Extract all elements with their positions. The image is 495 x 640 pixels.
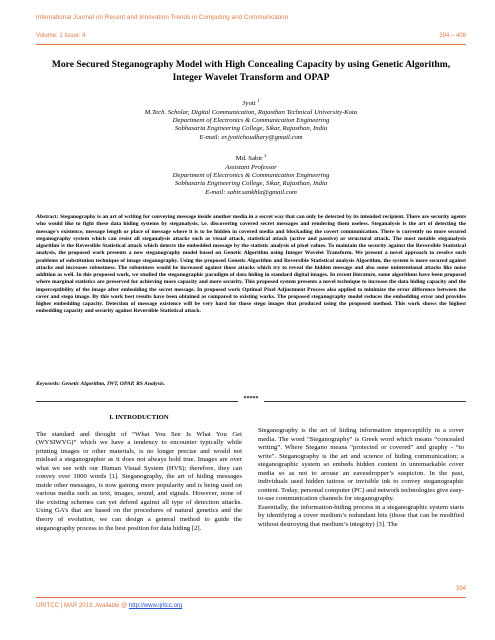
keywords: Keywords: Genetic Algorithm, IWT, OPAP, RS Analysis. [36, 381, 166, 387]
divider-line-right [264, 401, 466, 402]
body-paragraph: The standard and thought of “What You See Is What You Get (WYSIWYG)” which we have a tendency to encounter typically while printing images or other materials, is no longer precise and would not mislead a steganographer as it does not always hold true. Images are over what we see with our Human Visual System (HVS); therefore, they can convey over 1000 words [1]. Steganography, the art of hiding messages inside other messages, is now gaining more popularity and is being used on various media such as text, images, sound, and signals. However, none of the existing schemes can yet defend against all type of detection attacks. Using GA’s that are based on the procedures of natural genetics and the theory of evolution, we can design a general method to guide the steganography process to the best position for data hiding [2]. [36, 430, 242, 532]
author-block-1 [36, 97, 466, 142]
author-superscript: 1 [257, 98, 260, 103]
author-name: Jyoti [242, 100, 256, 108]
author-block-2 [36, 152, 466, 197]
footer-link[interactable]: http://www.ijritcc.org [128, 603, 183, 609]
author-affiliation: Department of Electronics & Communication Engineering [172, 172, 330, 180]
journal-meta [36, 33, 466, 42]
author-superscript: 2 [264, 153, 267, 158]
right-column [258, 427, 464, 530]
author-email: E-mail: er.jyotichoudhary@gmail.com [199, 133, 303, 141]
section-heading: I. INTRODUCTION [109, 414, 169, 421]
page-number: 394 [455, 586, 466, 592]
section-divider [36, 397, 466, 405]
author-email: E-mail: sabir.sankhla@gmail.com [205, 188, 297, 196]
page-range: 394 – 408 [439, 33, 466, 39]
footer-divider [36, 597, 466, 598]
author-affiliation: Sobhasaria Engineering College, Sikar, Rajasthan, India [174, 125, 328, 133]
author-affiliation: Sobhasaria Engineering College, Sikar, Rajasthan, India [174, 180, 328, 188]
footer-text: IJRITCC | MAR 2013, Available @ [36, 603, 129, 609]
author-affiliation: Assistant Professor [225, 163, 277, 171]
journal-name: International Journal on Recent and Innovation Trends in Computing and Communication [36, 14, 289, 21]
body-paragraph: Steganography is the art of hiding information imperceptibly in a cover media. The word "Steganography" is Greek word which means “concealed writing”. Where Stegano means "protected or covered" and graphy - “to write". Steganography is the art and science of hiding communication; a steganographic system so embeds hidden content in unremarkable cover media so as not to arouse an eavesdropper’s suspicion. In the past, individuals used hidden tattoos or invisible ink to convey steganographic content. Today, personal computer (PC) and network technologies give easy-to-use communication channels for steganography. [258, 427, 464, 503]
left-column [36, 414, 242, 533]
author-affiliation: Department of Electronics & Communication Engineering [172, 117, 330, 125]
author-name: Md. Sabir [235, 155, 263, 163]
paper-title: More Secured Steganography Model with High Concealing Capacity by using Genetic Algorithm, Integer Wavelet Transform and OPAP [51, 59, 451, 83]
divider-stars: ***** [243, 396, 259, 402]
abstract: Abstract: Steganography is an art of writing for conveying message inside another media in a secret way that can only be detected by its intended recipient. There are security agents who would like to fight these data hiding systems by steganalysis, i.e. discovering covered secret messages and rendering them useless. Steganalysis is the art of detecting the message's existence, message length or place of message where it is to be hidden in covered media and blockading the covert communication. There is currently no more secured steganography system which can resist all steganalysis attacks such as visual attack, statistical attack (active and passive) or structural attack. The most notable steganalysis algorithm is the Reversible Statistical attack which detects the embedded message by the statistic analysis of pixel values. To maintain the security against the Reversible Statistical analysis, the proposed work presents a new steganography model based on Genetic Algorithm using Integer Wavelet Transform. We present a novel approach to resolve such problems of substitution technique of image steganography. Using the proposed Genetic Algorithm and Reversible Statistical analysis Algorithm, the system is more secured against attacks and increases robustness. The robustness would be increased against those attacks which try to reveal the hidden message and also some unintentional attacks like noise addition as well. In this proposed work, we studied the steganographic paradigm of data hiding in standard digital images. In recent literature, some algorithms have been proposed where marginal statistics are preserved for achieving more capacity and more security. This proposed system presents a novel technique to increase the data hiding capacity and the imperceptibility of the image after embedding the secret message. In proposed work Optimal Pixel Adjustment Process also applied to minimize the error difference between the cover and stego image. By this work best results have been obtained as compared to existing works. The proposed steganography model reduces the embedding error and provides higher embedding capacity. Detection of message existence will be very hard for those stego images that produced using the proposed method. This work shows the highest embedding capacity and security against Reversible Statistical attack. [36, 214, 466, 315]
divider-line-left [36, 401, 238, 402]
footer [36, 603, 466, 609]
body-paragraph: Essentially, the information-hiding process in a steganographic system starts by identifying a cover medium’s redundant bits (those that can be modified without destroying that medium’s integrity) [3]. The [258, 503, 464, 529]
author-affiliation: M.Tech. Scholar, Digital Communication, Rajasthan Technical University-Kota [144, 108, 358, 116]
volume-issue: Volume: 1 Issue: 4 [36, 33, 86, 39]
header-divider [36, 44, 466, 45]
